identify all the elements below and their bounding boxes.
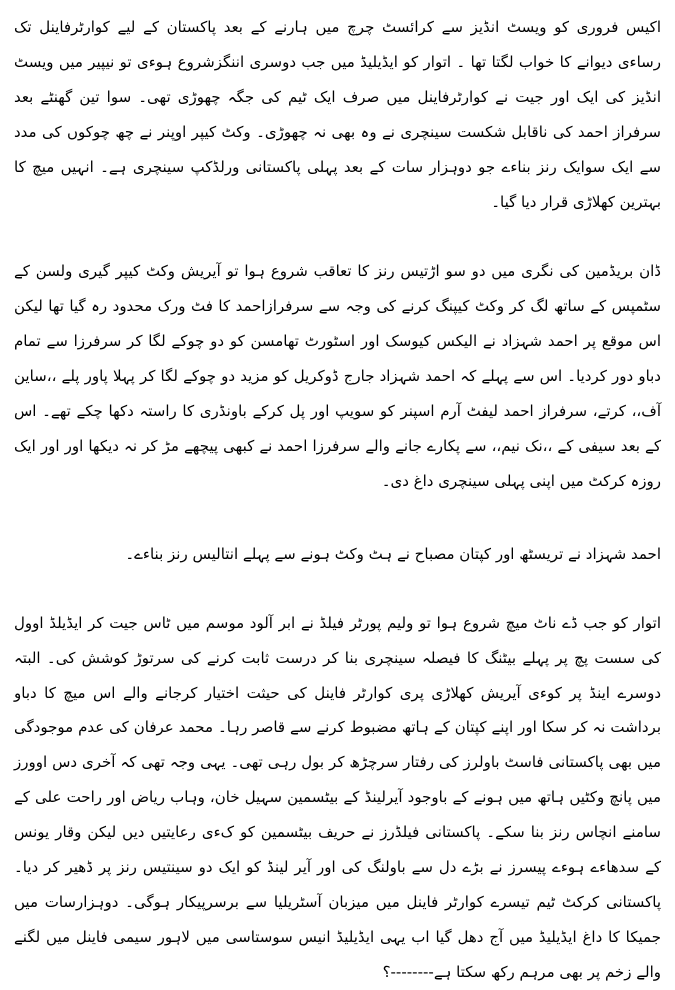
paragraph-spacer <box>14 572 661 606</box>
article-body <box>14 10 661 990</box>
paragraph-spacer <box>14 219 661 254</box>
article-paragraph-3: احمد شہزاد نے تریسٹھ اور کپتان مصباح نے ہٹ وکٹ ہونے سے پہلے انتالیس رنز بناءے۔ <box>125 544 661 563</box>
article-paragraph-4: اتوار کو جب ڈے ناٹ میچ شروع ہوا تو ولیم پورٹر فیلڈ نے ابر آلود موسم میں ٹاس جیت کر ایڈیلڈ اوول کی سست پچ پر پہلے بیٹنگ کا فیصلہ سینچری بنا کر درست ثابت کرنے کی سرتوڑ کوشش کی۔ البتہ دوسرے اینڈ پر کوءی آیریش کھلاڑی پری کوارٹر فاینل کی حیثت اختیار کرجانے والے اس میچ کا دباو برداشت نہ کر سکا اور اپنے کپتان کے ہاتھ مضبوط کرنے سے قاصر رہا۔ محمد عرفان کی عدم موجودگی میں بھی پاکستانی فاسٹ باولرز کی رفتار سرچڑھ کر بول رہی تھی۔ یہی وجہ تھی کہ آخری دس اوورز میں پانچ وکٹیں ہاتھ میں ہونے کے باوجود آیرلینڈ کے بیٹسمین سہیل خان، وہاب ریاض اور راحت علی کے سامنے انچاس رنز بنا سکے۔ پاکستانی فیلڈرز نے حریف بیٹسمین کو کءی رعایتیں دیں لیکن وقار یونس کے سدھاءے ہوءے پیسرز نے بڑے دل سے باولنگ کی اور آیر لینڈ کو ایک دو سینتیس رنز پر ڈھیر کر دیا۔ پاکستانی کرکٹ ٹیم تیسرے کوارٹر فاینل میں میزبان آسٹریلیا سے برسرپیکار ہوگی۔ دوہزارسات میں جمیکا کا داغ ایڈیلیڈ میں آج دھل گیا اب یہی ایڈیلیڈ انیس سوستاسی میں لاہور سیمی فاینل میں لگنے والے زخم پر بھی مرہم رکھ سکتا ہے--------؟ <box>14 613 661 981</box>
article-paragraph-2: ڈان بریڈمین کی نگری میں دو سو اڑتیس رنز کا تعاقب شروع ہوا تو آیریش وکٹ کیپر گیری ولسن کے سٹمپس کے ساتھ لگ کر وکٹ کیپنگ کرنے کی وجہ سے سرفرازاحمد کا فٹ ورک محدود رہ گیا تھا لیکن اس موقع پر احمد شہزاد نے الیکس کیوسک اور اسٹورٹ تھامسن کو دو چوکے لگا کر سرفرزا سے تمام دباو دور کردیا۔ اس سے پہلے کہ احمد شہزاد جارج ڈوکریل کو مزید دو چوکے لگا کر پہلا پاور پلے ،،ساین آف،، کرتے، سرفراز احمد لیفٹ آرم اسپنر کو سویپ اور پل کرکے باونڈری کا راستہ دکھا چکے تھے۔ اس کے بعد سیفی کے ،،نک نیم،، سے پکارے جانے والے سرفرزا احمد نے کبھی پیچھے مڑ کر نہ دیکھا اور اور ایک روزہ کرکٹ میں اپنی پہلی سینچری داغ دی۔ <box>14 262 661 490</box>
article-paragraph-1: اکیس فروری کو ویسٹ انڈیز سے کرائسٹ چرچ میں ہارنے کے بعد پاکستان کے لیے کوارٹرفاینل تک رساءی دیوانے کا خواب لگتا تھا ۔ اتوار کو ایڈیلیڈ میں جب دوسری اننگزشروع ہوءی تو نیپیر میں ویسٹ انڈیز کی ایک اور جیت نے کوارٹرفاینل میں صرف ایک ٹیم کی جگہ چھوڑی تھی۔ سوا تین گھنٹے بعد سرفراز احمد کی ناقابل شکست سینچری نے وہ بھی نہ چھوڑی۔ وکٹ کیپر اوپنر نے چھ چوکوں کی مدد سے ایک سوایک رنز بناءے جو دوہزار سات کے بعد پہلی پاکستانی ورلڈکپ سینچری ہے۔ انہیں میچ کا بہترین کھلاڑی قرار دیا گیا۔ <box>14 18 661 211</box>
paragraph-spacer <box>14 499 661 537</box>
